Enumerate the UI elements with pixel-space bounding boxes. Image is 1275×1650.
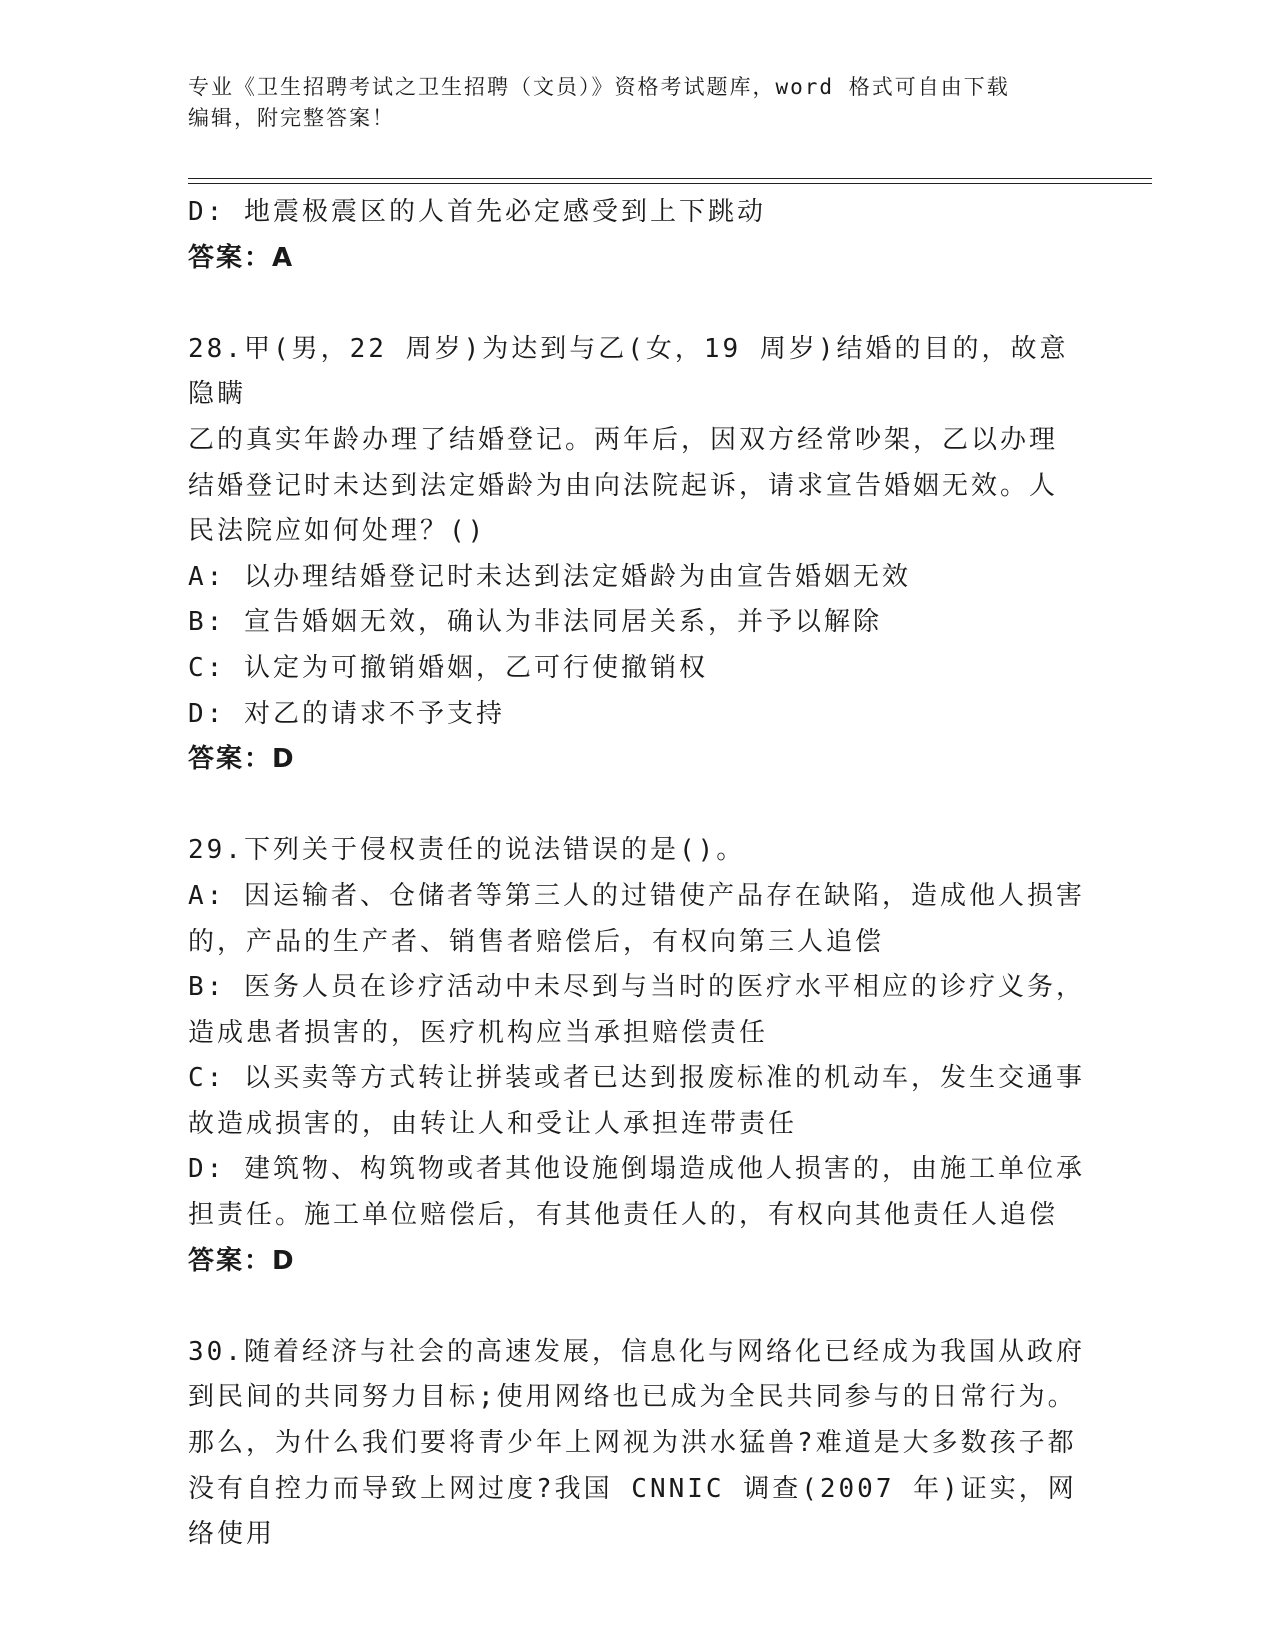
spacer [188,783,1088,829]
q29-option-b-line-2: 造成患者损害的，医疗机构应当承担赔偿责任 [188,1017,769,1048]
q28-option-b: B: 宣告婚姻无效，确认为非法同居关系，并予以解除 [188,607,882,638]
document-body [188,190,1088,1558]
q28-stem-line-1: 28.甲(男，22 周岁)为达到与乙(女，19 周岁)结婚的目的，故意隐瞒 [188,333,1069,410]
prev-option-d: D: 地震极震区的人首先必定感受到上下跳动 [188,197,766,227]
header-line-2: 编辑，附完整答案！ [188,106,395,130]
q28-stem-line-4: 民法院应如何处理？() [188,516,487,547]
q30-stem-line-2: 到民间的共同努力目标;使用网络也已成为全民共同参与的日常行为。 [188,1382,1077,1413]
q29-option-d-line-2: 担责任。施工单位赔偿后，有其他责任人的，有权向其他责任人追偿 [188,1200,1059,1231]
header-rule-top [188,178,1152,179]
q28-option-a: A: 以办理结婚登记时未达到法定婚龄为由宣告婚姻无效 [188,561,911,592]
prev-answer: 答案：A [188,242,295,273]
q29-option-c-line-2: 故造成损害的，由转让人和受让人承担连带责任 [188,1108,798,1139]
q29-option-b-line-1: B: 医务人员在诊疗活动中未尽到与当时的医疗水平相应的诊疗义务， [188,972,1085,1003]
q28-option-d: D: 对乙的请求不予支持 [188,698,505,729]
q29-option-a-line-2: 的，产品的生产者、销售者赔偿后，有权向第三人追偿 [188,926,885,957]
q30-stem-line-1: 30.随着经济与社会的高速发展，信息化与网络化已经成为我国从政府 [188,1336,1085,1367]
q28-stem-line-3: 结婚登记时未达到法定婚龄为由向法院起诉，请求宣告婚姻无效。人 [188,470,1059,501]
q29-option-d-line-1: D: 建筑物、构筑物或者其他设施倒塌造成他人损害的，由施工单位承 [188,1154,1085,1185]
q30-stem-line-4: 没有自控力而导致上网过度?我国 CNNIC 调查(2007 年)证实，网络使用 [188,1473,1077,1550]
q29-answer: 答案：D [188,1245,296,1276]
q28-stem-line-2: 乙的真实年龄办理了结婚登记。两年后，因双方经常吵架，乙以办理 [188,424,1059,455]
q28-answer: 答案：D [188,744,296,775]
header-rule-bottom [188,183,1152,184]
q30-stem-line-3: 那么，为什么我们要将青少年上网视为洪水猛兽?难道是大多数孩子都 [188,1428,1077,1459]
q29-option-c-line-1: C: 以买卖等方式转让拼装或者已达到报废标准的机动车，发生交通事 [188,1063,1085,1094]
q28-option-c: C: 认定为可撤销婚姻，乙可行使撤销权 [188,652,708,683]
header-line-1: 专业《卫生招聘考试之卫生招聘（文员）》资格考试题库，word 格式可自由下载 [188,75,1010,99]
q29-stem: 29.下列关于侵权责任的说法错误的是()。 [188,835,746,866]
spacer [188,1284,1088,1330]
q29-option-a-line-1: A: 因运输者、仓储者等第三人的过错使产品存在缺陷，造成他人损害 [188,880,1085,911]
page-header [188,72,1088,134]
spacer [188,281,1088,327]
